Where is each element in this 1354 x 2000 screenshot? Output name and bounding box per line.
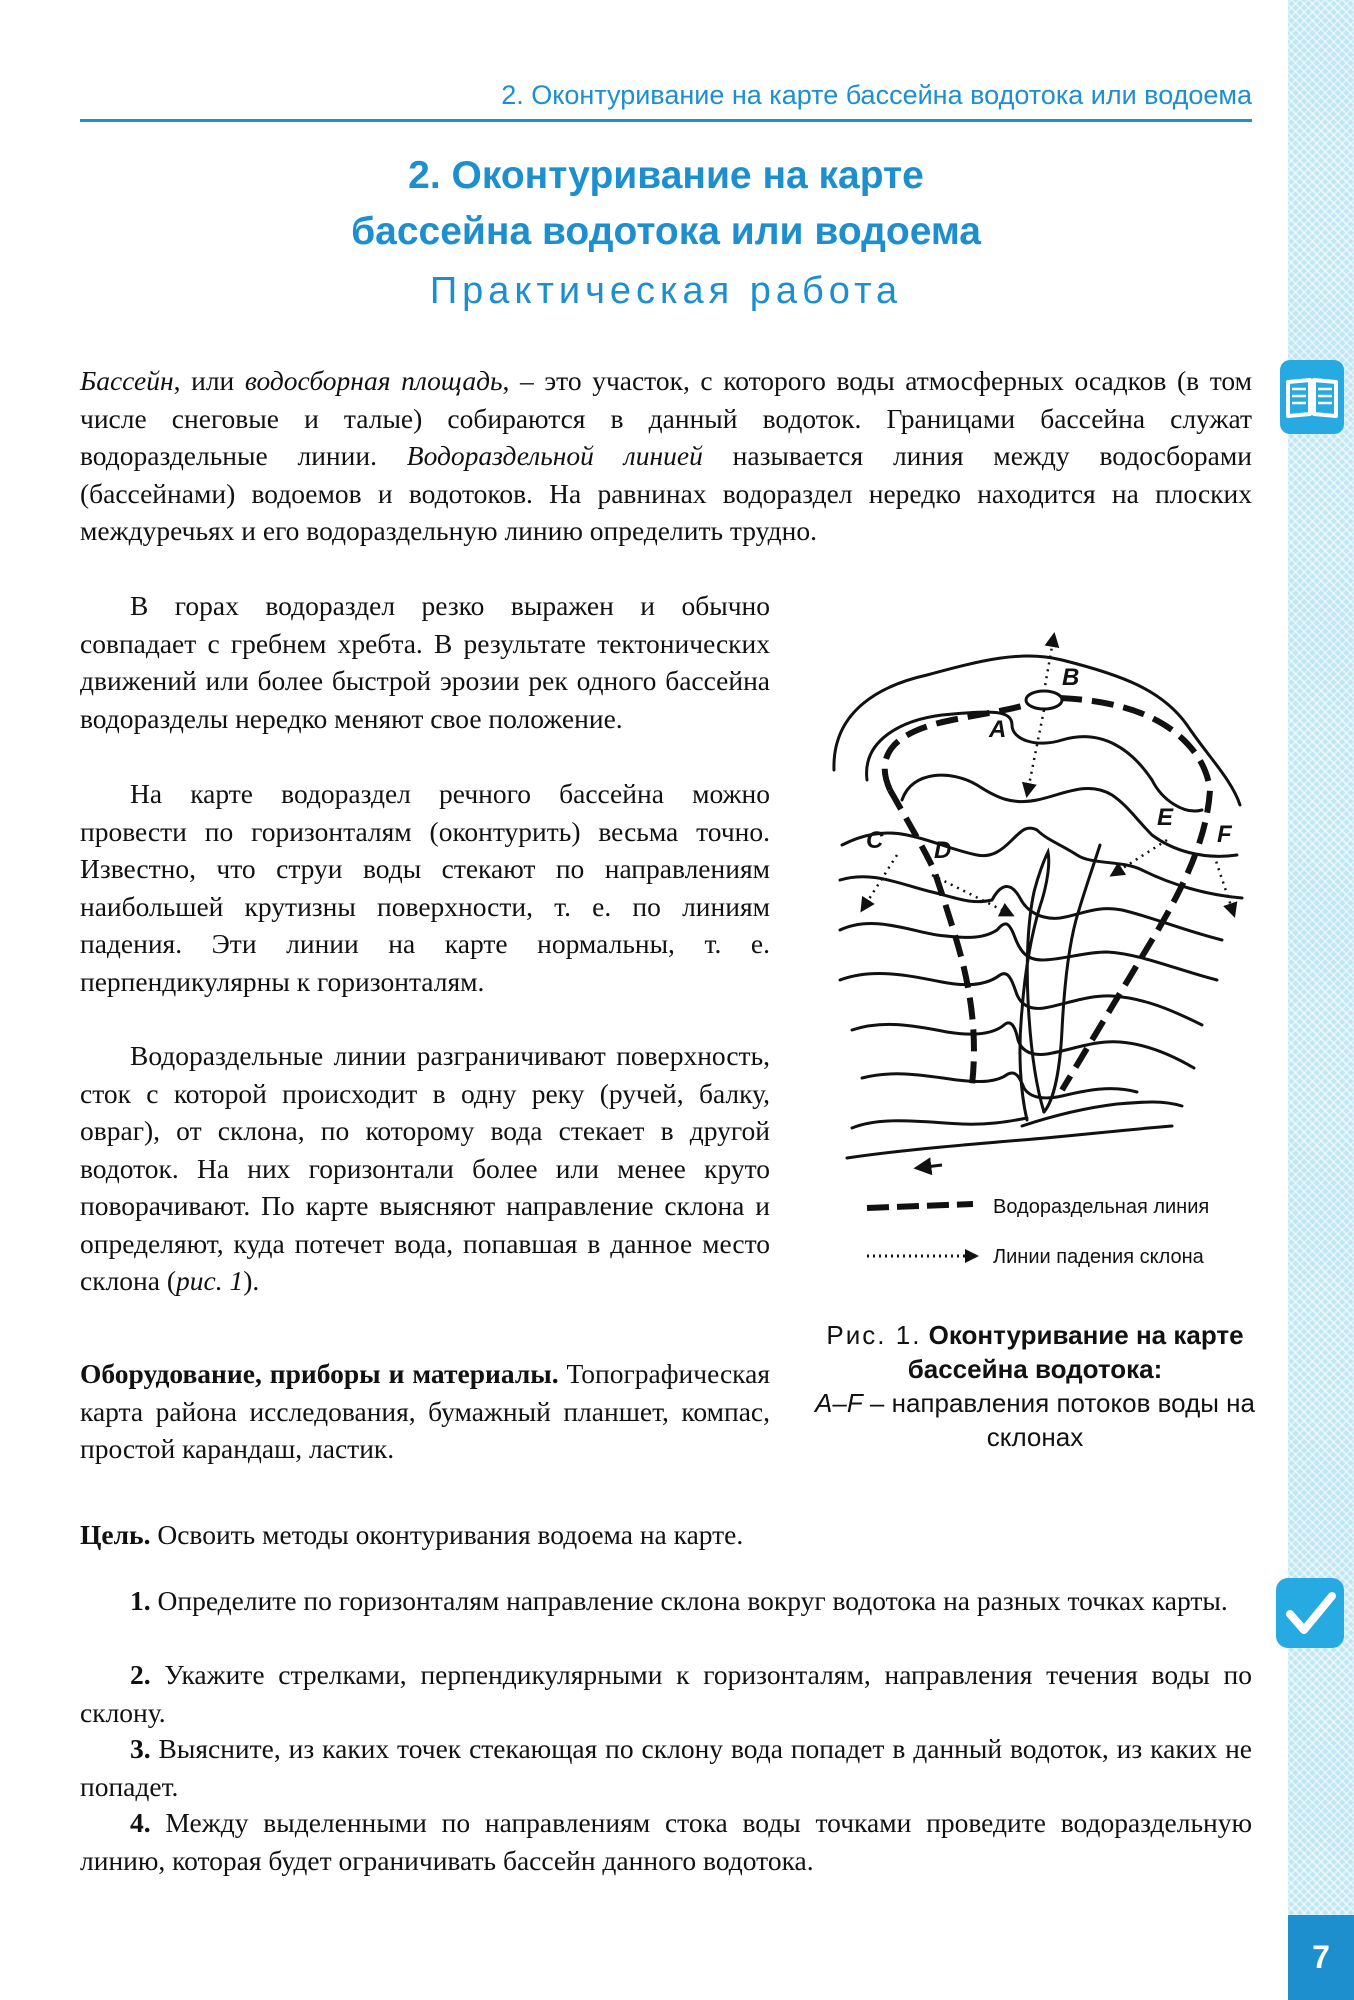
task-item-2 [80,1656,1252,1731]
divide-lines-paragraph [80,1037,770,1300]
task-text: Между выделенными по направлениям стока воды точками проведите водораздельную линию, которая будет ограничивать бассейн данного водотока. [80,1807,1252,1876]
chapter-title [80,148,1252,260]
side-decor-strip [1288,0,1354,2000]
river-flow-arrow [917,1165,942,1168]
label-d: D [934,837,952,864]
mountains-paragraph: В горах водораздел резко выражен и обычно совпадает с гребнем хребта. В результате тектонических движений или более быстрой эрозии рек одного бассейна водоразделы нередко меняют свое положение. [80,590,770,734]
contour-lines [834,656,1242,1158]
divide-lines-text: Водораздельные линии разграничивают поверхность, сток с которой происходит в одну реку (ручей, балку, овраг), от склона, по которому вода стекает в другой водоток. На них горизонтали более или менее круто поворачивают. По карте выясняют направление склона и определяют, куда потечет вода, попавшая в данное место склона ( [80,1040,770,1296]
term-catchment: водосборная площадь [244,365,503,396]
divide-summit [1026,691,1062,709]
goal-label: Цель. [80,1519,151,1550]
caption-title: Оконтуривание на карте бассейна водотока: [907,1320,1244,1384]
book-icon [1280,360,1344,434]
running-header: 2. Оконтуривание на карте бассейна водотока или водоема [501,80,1252,110]
caption-description: – направления потоков воды на склонах [862,1388,1255,1452]
task-number: 3. [130,1733,151,1764]
checkmark-icon [1276,1578,1344,1648]
task-text: Выясните, из каких точек стекающая по склону вода попадет в данный водоток, из каких не попадет. [80,1733,1252,1802]
legend-divide [865,1190,1285,1230]
caption-prefix: Рис. 1. [826,1320,922,1350]
practical-work-subtitle: Практическая работа [429,270,903,312]
task-number: 2. [130,1659,151,1690]
label-e: E [1157,804,1174,831]
label-b: B [1062,664,1080,691]
figure-caption [800,1318,1270,1454]
equipment-paragraph [80,1355,770,1468]
intro-text-2: , – это участок, с которого воды атмосферных осадков (в том числе снеговые и талые) собираются в данный водоток. Границами бассейна служат водораздельные линии. [80,365,1252,471]
label-f: F [1217,821,1232,848]
chapter-title-line-1: 2. Оконтуривание на карте [408,154,924,197]
legend-divide-swatch [865,1194,985,1218]
label-a: A [989,716,1007,743]
task-number: 4. [130,1807,151,1838]
contours-paragraph: На карте водораздел речного бассейна можно провести по горизонталям (оконтурить) весьма точно. Известно, что струи воды стекают по направлениям наибольшей крутизны поверхности, т. е. по линиям падения. Эти линии на карте нормальны, т. е. перпендикулярны к горизонталям. [80,778,770,997]
term-divide-line: Водораздельной линией [406,440,703,471]
legend-slope-swatch [865,1244,985,1268]
task-text: Укажите стрелками, перпендикулярными к горизонталям, направления течения воды по склону. [80,1659,1252,1728]
legend-divide-label: Водораздельная линия [993,1196,1210,1218]
intro-text-1: , или [173,365,245,396]
legend-slope-label: Линии падения склона [993,1246,1204,1268]
goal-paragraph [80,1516,1252,1554]
divide-line [885,698,1210,1090]
task-item-1 [80,1582,1252,1620]
caption-range: A–F [815,1388,863,1418]
legend-slope [865,1240,1285,1280]
task-item-4 [80,1804,1252,1879]
task-item-3 [80,1730,1252,1805]
page-number: 7 [1288,1915,1354,2000]
intro-paragraph [80,362,1252,550]
task-text: Определите по горизонталям направление склона вокруг водотока на разных точках карты. [150,1585,1228,1616]
divide-lines-end: ). [243,1265,260,1296]
goal-text: Освоить методы оконтуривания водоема на карте. [150,1519,744,1550]
figure-reference: рис. 1 [176,1265,244,1296]
equipment-label: Оборудование, приборы и материалы. [80,1358,559,1389]
header-rule [80,119,1252,122]
chapter-title-line-2: бассейна водотока или водоема [351,210,981,253]
label-c: C [866,827,884,854]
term-basin: Бассейн [80,365,174,396]
contour-map-figure [822,630,1262,1190]
intro-text-3: называется линия между водосборами (бассейнами) водоемов и водотоков. На равнинах водораздел нередко находится на плоских междуречьях и его водораздельную линию определить трудно. [80,440,1253,546]
equipment-text: Топографическая карта района исследования, бумажный планшет, компас, простой карандаш, ластик. [80,1358,770,1464]
task-number: 1. [130,1585,151,1616]
